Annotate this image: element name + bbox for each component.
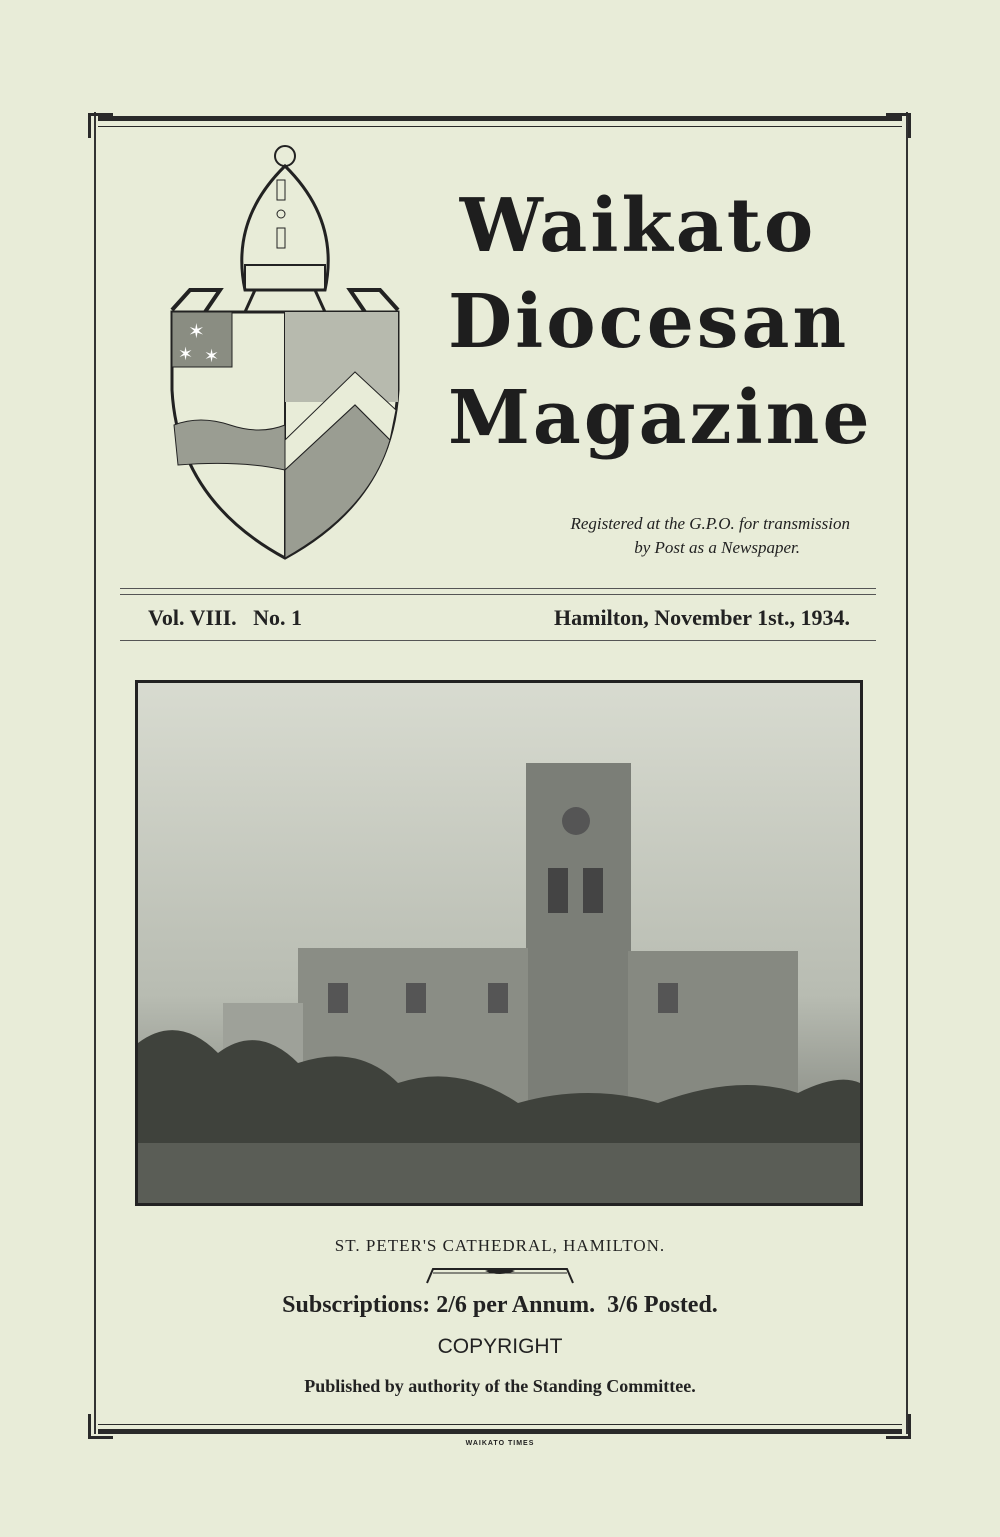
diocesan-coat-of-arms: [160, 140, 410, 560]
issue-date: Hamilton, November 1st., 1934.: [554, 605, 850, 630]
bottom-border-thick: [98, 1429, 902, 1434]
photo-caption: ST. PETER'S CATHEDRAL, HAMILTON.: [334, 1236, 666, 1255]
svg-text:✶: ✶: [204, 346, 220, 366]
title-line: Magazine: [448, 375, 873, 461]
printer-imprint: WAIKATO TIMES: [465, 1440, 535, 1447]
publisher-statement: Published by authority of the Standing Committee.: [304, 1376, 696, 1396]
svg-text:✶: ✶: [188, 321, 205, 343]
ornamental-divider: [425, 1265, 575, 1285]
volume-number: Vol. VIII. No. 1: [148, 605, 303, 630]
magazine-title: [448, 178, 873, 466]
title-line: Waikato: [459, 183, 817, 269]
registration-line: Registered at the G.P.O. for transmission: [570, 514, 850, 533]
corner-ornament: [886, 1414, 911, 1439]
corner-ornament: [886, 113, 911, 138]
divider: [120, 640, 876, 641]
top-border-thin: [98, 126, 902, 127]
corner-ornament: [88, 1414, 113, 1439]
divider: [120, 588, 876, 589]
top-border-thick: [98, 116, 902, 121]
title-line: Diocesan: [448, 279, 850, 365]
corner-ornament: [88, 113, 113, 138]
svg-text:✶: ✶: [178, 344, 194, 364]
registration-line: by Post as a Newspaper.: [634, 538, 800, 557]
divider: [120, 594, 876, 595]
cathedral-photo: [135, 680, 863, 1206]
cathedral-illustration: [138, 683, 860, 1203]
copyright-notice: COPYRIGHT: [437, 1335, 563, 1358]
registration-notice: [470, 512, 850, 560]
bottom-border-thin: [98, 1424, 902, 1425]
subscription-rates: Subscriptions: 2/6 per Annum. 3/6 Posted.: [282, 1292, 718, 1318]
